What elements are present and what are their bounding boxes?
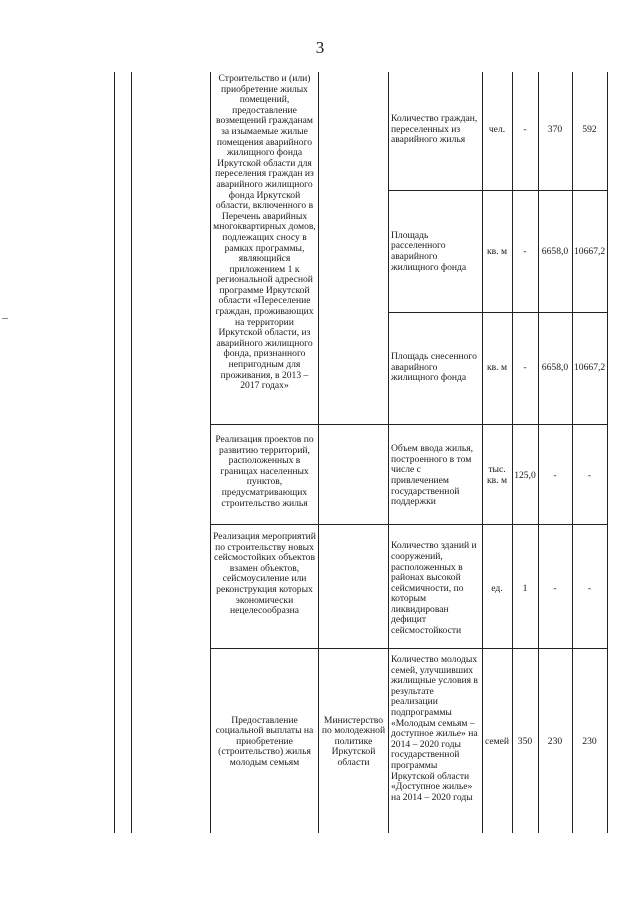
- indicator-name-1-3: Площадь снесенного аварийного жилищного фонда: [391, 351, 477, 384]
- table-row-divider: [210, 648, 608, 649]
- event-cell-3: Реализация мероприятий по строительству новых сейсмостойких объектов взамен объектов, сейсмоусиление или реконструкция которых экономически нецелесообразна: [213, 531, 316, 617]
- indicator-value-1-2-a: -: [523, 245, 527, 257]
- indicator-unit-1-2: кв. м: [486, 245, 508, 257]
- indicator-unit-1-1: чел.: [488, 123, 506, 135]
- table-row-divider: [388, 190, 608, 191]
- table-border-right: [607, 72, 608, 833]
- indicator-value-1-1-b: 370: [547, 123, 563, 135]
- page-number: 3: [315, 38, 325, 57]
- indicator-name-2-1: Объем ввода жилья, построенного в том числе с привлечением государственной поддержки: [391, 443, 474, 508]
- indicator-value-3-1-b: -: [553, 582, 557, 594]
- indicator-value-2-1-c: -: [587, 469, 592, 481]
- indicator-value-1-3-c: 10667,2: [574, 361, 606, 373]
- table-border-left: [114, 72, 115, 833]
- indicator-value-4-1-c: 230: [582, 735, 597, 747]
- indicator-unit-1-3: кв. м: [486, 361, 508, 373]
- indicator-unit-4-1: семей: [484, 735, 510, 747]
- indicator-value-1-2-c: 10667,2: [574, 245, 606, 257]
- indicator-value-2-1-a: 125,0: [514, 469, 536, 481]
- executor-cell-4: Министерство по молодежной политике Иркутской области: [321, 714, 386, 768]
- indicator-value-4-1-b: 230: [547, 735, 563, 747]
- indicator-value-3-1-a: 1: [522, 582, 528, 594]
- table-row-divider: [210, 424, 608, 425]
- indicator-unit-2-1: тыс. кв. м: [486, 464, 508, 486]
- indicator-name-1-1: Количество граждан, переселенных из аварийного жилья: [391, 113, 478, 146]
- indicator-name-1-2: Площадь расселенного аварийного жилищного фонда: [391, 229, 467, 273]
- indicator-unit-3-1: ед.: [491, 582, 503, 594]
- indicator-value-1-1-c: 592: [582, 123, 597, 135]
- indicator-value-1-3-b: 6658,0: [541, 361, 569, 373]
- indicator-value-4-1-a: 350: [517, 735, 533, 747]
- table-row-divider: [388, 312, 608, 313]
- indicator-value-1-1-a: -: [523, 123, 527, 135]
- table-col-divider: [131, 72, 132, 833]
- indicator-value-1-2-b: 6658,0: [541, 245, 569, 257]
- indicator-value-2-1-b: -: [553, 469, 557, 481]
- event-cell-4: Предоставление социальной выплаты на приобретение (строительство) жилья молодым семьям: [215, 714, 314, 768]
- event-cell-1: Строительство и (или) приобретение жилых помещений, предоставление возмещений гражданам за изымаемые жилые помещения аварийного жилищного фонда Иркутской области для переселения граждан из аварийного жилищного фонда Иркутской области, включенного в Перечень аварийных многоквартирных домов, подлежащих сносу в рамках программы, являющийся приложением 1 к региональной адресной программе Иркутской области «Переселение граждан, проживающих на территории Иркутской области, из аварийного жилищного фонда, признанного непригодным для проживания, в 2013 – 2017 годах»: [213, 73, 316, 392]
- left-margin-mark: [2, 318, 8, 319]
- indicator-value-3-1-c: -: [587, 582, 592, 594]
- indicator-name-4-1: Количество молодых семей, улучшивших жилищные условия в результате реализации подпрограммы «Молодым семьям – доступное жилье» на 2014 – 2020 годы государственной программы Иркутской области «Доступное жилье» на 2014 – 2020 годы: [391, 654, 478, 803]
- indicator-value-1-3-a: -: [523, 361, 527, 373]
- event-cell-2: Реализация проектов по развитию территорий, расположенных в границах населенных пунктов, предусматривающих строительство жилья: [215, 434, 314, 509]
- indicator-name-3-1: Количество зданий и сооружений, расположенных в районах высокой сейсмичности, по которым ликвидирован дефицит сейсмостойкости: [391, 540, 477, 637]
- table-row-divider: [210, 524, 608, 525]
